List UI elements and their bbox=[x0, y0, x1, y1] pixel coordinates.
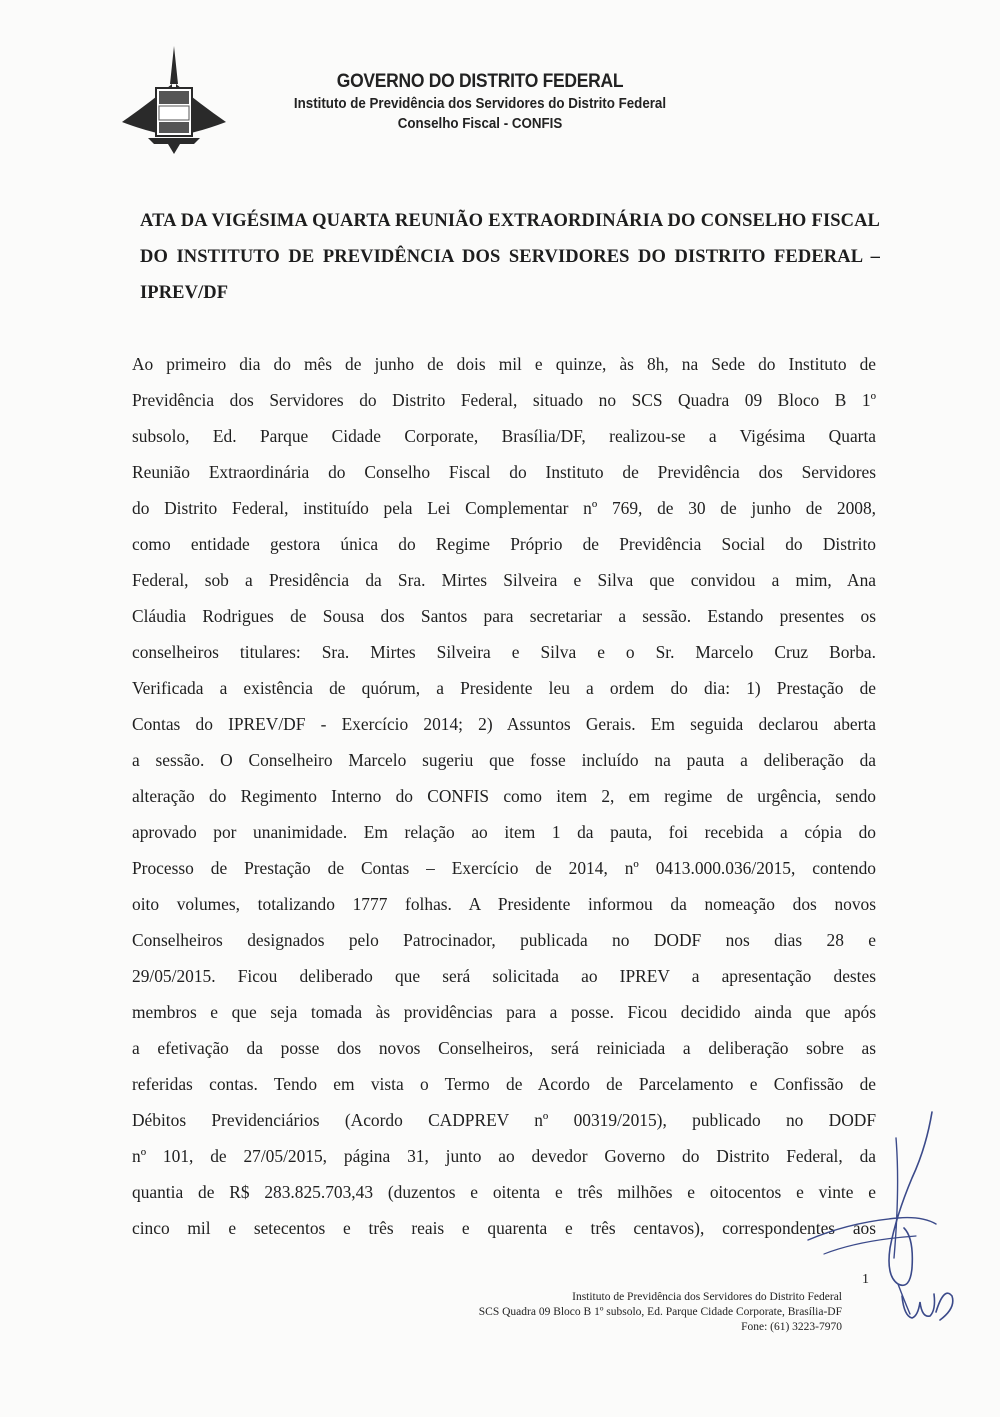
page-footer bbox=[380, 1290, 842, 1335]
footer-phone: Fone: (61) 3223-7970 bbox=[741, 1321, 842, 1333]
body-line: Previdência dos Servidores do Distrito Federal, situado no SCS Quadra 09 Bloco B 1º bbox=[132, 390, 876, 410]
body-line: do Distrito Federal, instituído pela Lei Complementar nº 769, de 30 de junho de 2008, bbox=[132, 498, 876, 518]
body-line: Reunião Extraordinária do Conselho Fiscal do Instituto de Previdência dos Servidores bbox=[132, 462, 876, 482]
body-line: a sessão. O Conselheiro Marcelo sugeriu que fosse incluído na pauta a deliberação da bbox=[132, 750, 876, 770]
body-line: alteração do Regimento Interno do CONFIS como item 2, em regime de urgência, sendo bbox=[132, 786, 876, 806]
body-line: Contas do IPREV/DF - Exercício 2014; 2) Assuntos Gerais. Em seguida declarou aberta bbox=[132, 714, 876, 734]
footer-address: SCS Quadra 09 Bloco B 1º subsolo, Ed. Parque Cidade Corporate, Brasília-DF bbox=[478, 1306, 842, 1318]
council-name: Conselho Fiscal - CONFIS bbox=[397, 116, 563, 132]
body-line: Cláudia Rodrigues de Sousa dos Santos para secretariar a sessão. Estando presentes os bbox=[132, 606, 876, 626]
body-line: como entidade gestora única do Regime Próprio de Previdência Social do Distrito bbox=[132, 534, 876, 554]
body-line: Ao primeiro dia do mês de junho de dois mil e quinze, às 8h, na Sede do Instituto de bbox=[132, 354, 876, 374]
body-line: Federal, sob a Presidência da Sra. Mirtes Silveira e Silva que convidou a mim, Ana bbox=[132, 570, 876, 590]
brasilia-coat-of-arms-icon bbox=[118, 44, 230, 156]
body-line: 29/05/2015. Ficou deliberado que será solicitada ao IPREV a apresentação destes bbox=[132, 966, 876, 986]
page-number: 1 bbox=[862, 1272, 869, 1287]
body-line: quantia de R$ 283.825.703,43 (duzentos e oitenta e três milhões e oitocentos e vinte e bbox=[132, 1182, 876, 1202]
body-line: oito volumes, totalizando 1777 folhas. A Presidente informou da nomeação dos novos bbox=[132, 894, 876, 914]
body-line: subsolo, Ed. Parque Cidade Corporate, Brasília/DF, realizou-se a Vigésima Quarta bbox=[132, 426, 876, 446]
institute-name: Instituto de Previdência dos Servidores do Distrito Federal bbox=[293, 96, 667, 112]
government-name: GOVERNO DO DISTRITO FEDERAL bbox=[336, 71, 624, 92]
body-line: referidas contas. Tendo em vista o Termo de Acordo de Parcelamento e Confissão de bbox=[132, 1074, 876, 1094]
body-line: Conselheiros designados pelo Patrocinador, publicada no DODF nos dias 28 e bbox=[132, 930, 876, 950]
body-line: Processo de Prestação de Contas – Exercício de 2014, nº 0413.000.036/2015, contendo bbox=[132, 858, 876, 878]
body-line: Débitos Previdenciários (Acordo CADPREV nº 00319/2015), publicado no DODF bbox=[132, 1110, 876, 1130]
footer-institute: Instituto de Previdência dos Servidores do Distrito Federal bbox=[572, 1291, 842, 1303]
initials-signature-icon bbox=[896, 1282, 956, 1332]
body-line: nº 101, de 27/05/2015, página 31, junto ao devedor Governo do Distrito Federal, da bbox=[132, 1146, 876, 1166]
body-line: membros e que seja tomada às providências para a posse. Ficou decidido ainda que após bbox=[132, 1002, 876, 1022]
letterhead bbox=[240, 70, 720, 134]
body-line: a efetivação da posse dos novos Conselheiros, será reiniciada a deliberação sobre as bbox=[132, 1038, 876, 1058]
body-line: cinco mil e setecentos e três reais e quarenta e três centavos), correspondentes aos bbox=[132, 1218, 876, 1238]
document-body bbox=[132, 346, 876, 1246]
body-line: aprovado por unanimidade. Em relação ao item 1 da pauta, foi recebida a cópia do bbox=[132, 822, 876, 842]
document-title: ATA DA VIGÉSIMA QUARTA REUNIÃO EXTRAORDINÁRIA DO CONSELHO FISCAL DO INSTITUTO DE PREVIDÊNCIA DOS SERVIDORES DO DISTRITO FEDERAL – IPREV/DF bbox=[140, 211, 880, 303]
body-line: conselheiros titulares: Sra. Mirtes Silveira e Silva e o Sr. Marcelo Cruz Borba. bbox=[132, 642, 876, 662]
body-line: Verificada a existência de quórum, a Presidente leu a ordem do dia: 1) Prestação de bbox=[132, 678, 876, 698]
